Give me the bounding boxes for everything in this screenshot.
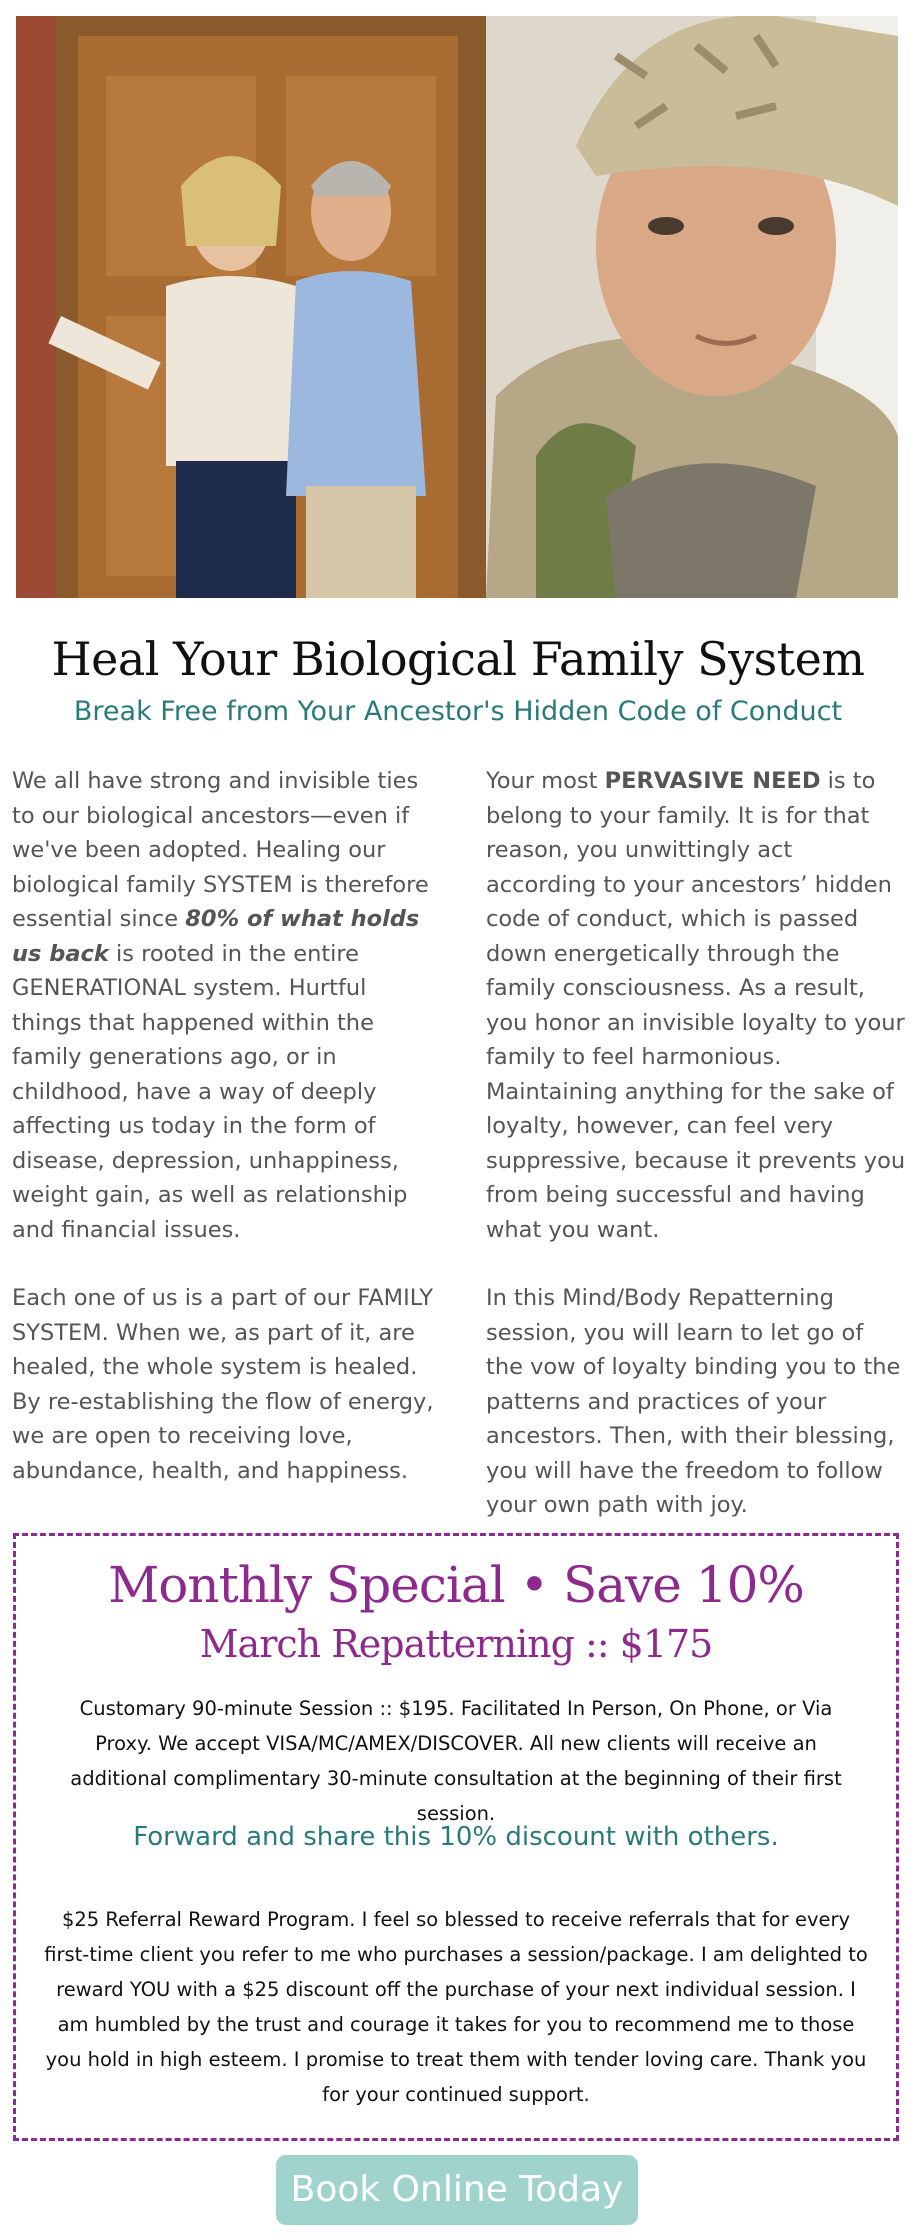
book-online-button[interactable]: Book Online Today [276,2155,638,2225]
right-column [486,764,906,1557]
right-paragraph-1: Your most PERVASIVE NEED is to belong to your family. It is for that reason, you unwittingly act according to your ancestors’ hidden code of conduct, which is passed down energetically through the family consciousness. As a result, you honor an invisible loyalty to your family to feel harmonious. Maintaining anything for the sake of loyalty, however, can feel very suppressive, because it prevents you from being successful and having what you want. [486,768,906,1243]
referral-text: $25 Referral Reward Program. I feel so blessed to receive referrals that for every first-time client you refer to me who purchases a session/package. I am delighted to reward YOU with a $25 discount off the purchase of your next individual session. I am humbled by the trust and courage it takes for you to recommend me to those you hold in high esteem. I promise to treat them with tender loving care. Thank you for your continued support. [44,1908,868,2106]
monthly-special-box [13,1533,899,2141]
emphasis-text: 80% of what holds us back [12,906,420,967]
left-paragraph-1: We all have strong and invisible ties to our biological ancestors—even if we've been adopted. Healing our biological family SYSTEM is therefore essential since 80% of what holds us back is rooted in the entire GENERATIONAL system. Hurtful things that happened within the family generations ago, or in childhood, have a way of deeply affecting us today in the form of disease, depression, unhappiness, weight gain, as well as relationship and financial issues. [12,768,429,1243]
page-title: Heal Your Biological Family System [51,632,865,686]
special-details: Customary 90-minute Session :: $195. Facilitated In Person, On Phone, or Via Proxy. We accept VISA/MC/AMEX/DISCOVER. All new clients will receive an additional complimentary 30-minute consultation at the beginning of their first session. [70,1697,842,1825]
left-column [12,764,440,1522]
share-text: Forward and share this 10% discount with others. [133,1822,779,1852]
page-subtitle: Break Free from Your Ancestor's Hidden Code of Conduct [73,696,843,727]
bold-text: PERVASIVE NEED [604,768,821,794]
right-paragraph-2: In this Mind/Body Repatterning session, you will learn to let go of the vow of loyalty binding you to the patterns and practices of your ancestors. Then, with their blessing, you will have the freedom to follow your own path with joy. [486,1285,901,1518]
hero-image [16,16,898,598]
left-paragraph-2: Each one of us is a part of our FAMILY SYSTEM. When we, as part of it, are healed, the whole system is healed. By re-establishing the flow of energy, we are open to receiving love, abundance, health, and happiness. [12,1285,434,1484]
special-subtitle: March Repatterning :: $175 [199,1622,713,1666]
special-title: Monthly Special • Save 10% [108,1556,804,1614]
